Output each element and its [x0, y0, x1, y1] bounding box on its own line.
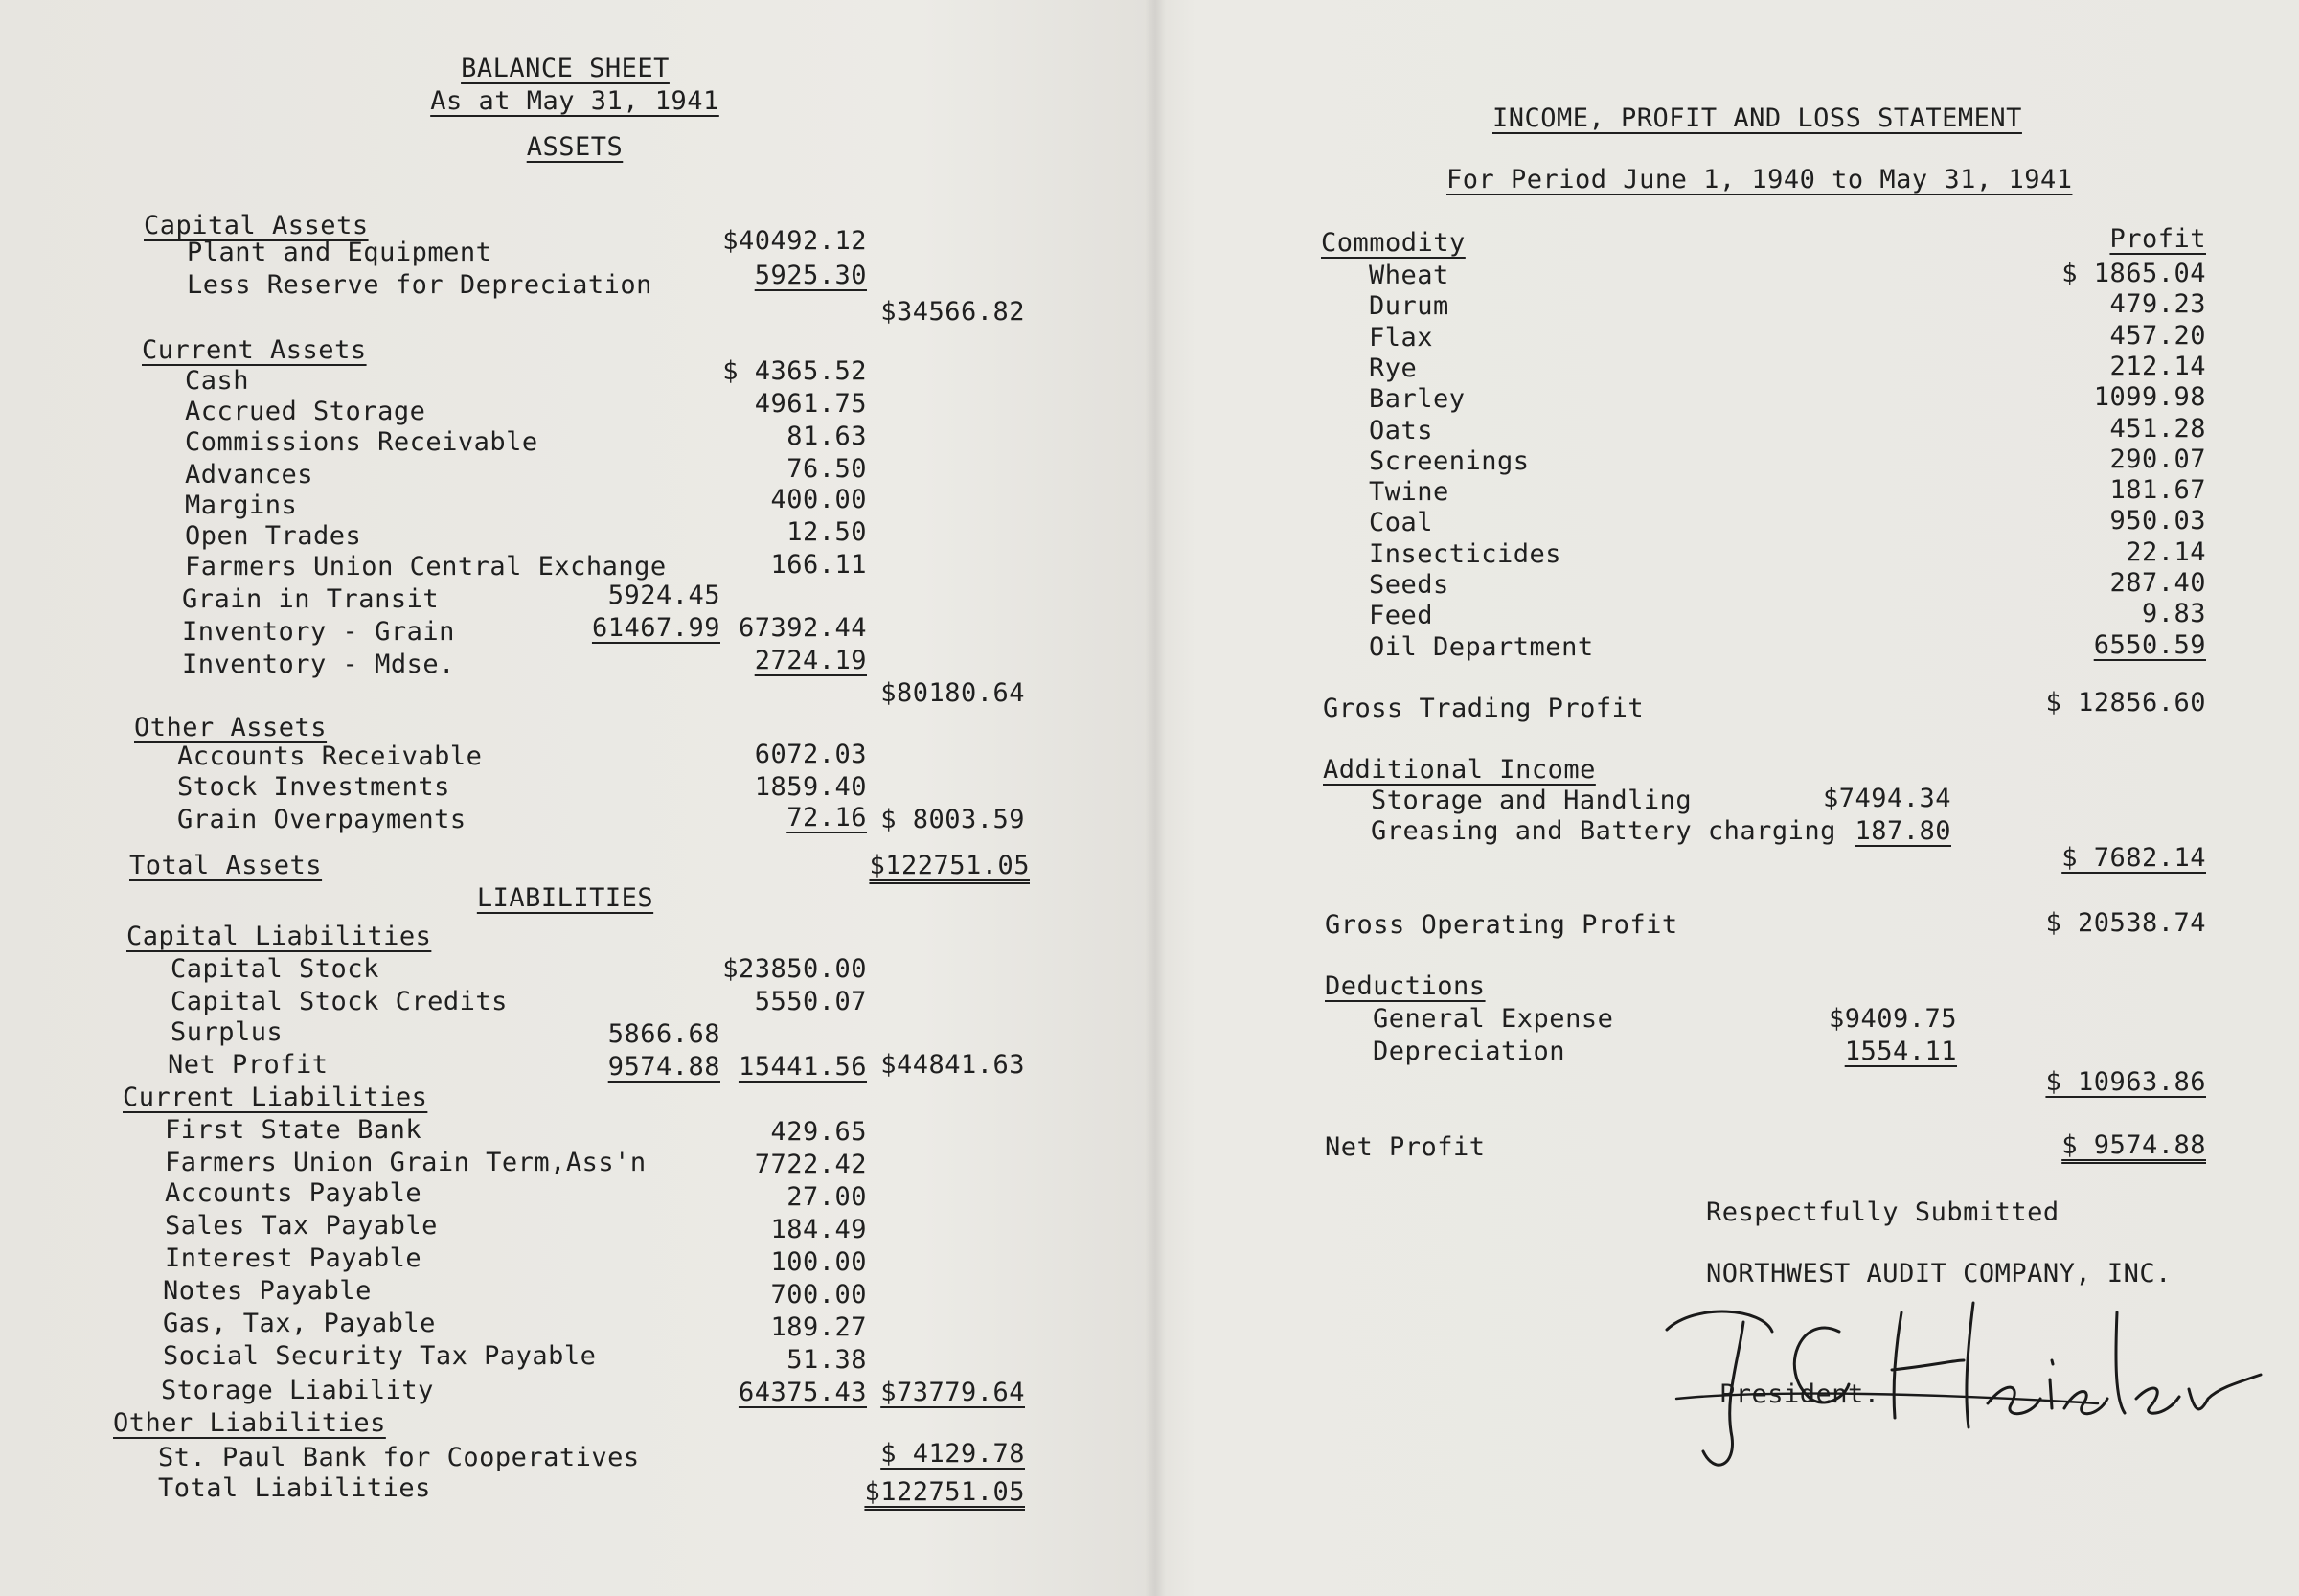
capital-liability-amount: 5550.07: [754, 987, 867, 1016]
other-asset-label: Grain Overpayments: [177, 805, 467, 834]
current-assets-heading: Current Assets: [142, 335, 367, 365]
capital-liability-label: Net Profit: [168, 1050, 329, 1080]
current-liabilities-total: $73779.64: [880, 1378, 1025, 1407]
deductions-total: $ 10963.86: [2045, 1067, 2206, 1097]
other-asset-amount: 1859.40: [754, 772, 867, 802]
other-asset-amount: 72.16: [786, 803, 867, 832]
commodity-profit: 290.07: [2109, 445, 2206, 474]
current-liability-label: Gas, Tax, Payable: [163, 1309, 436, 1338]
commodity-profit: 950.03: [2109, 506, 2206, 536]
commodity-name: Feed: [1369, 601, 1434, 630]
handwritten-signature: [1657, 1284, 2270, 1475]
current-liability-amount: 189.27: [770, 1312, 867, 1342]
total-assets-label: Total Assets: [129, 851, 323, 880]
balance-sheet-title: BALANCE SHEET: [461, 54, 670, 83]
additional-income-amount: 187.80: [1855, 816, 1951, 846]
capital-liabilities-heading: Capital Liabilities: [126, 922, 432, 951]
capital-liability-sub-amount: 5866.68: [607, 1019, 720, 1049]
page-fold: [1145, 0, 1166, 1596]
additional-income-label: Storage and Handling: [1371, 786, 1693, 815]
current-liability-amount: 7722.42: [754, 1150, 867, 1179]
audit-company-name: NORTHWEST AUDIT COMPANY, INC.: [1706, 1259, 2172, 1288]
additional-income-heading: Additional Income: [1323, 755, 1596, 785]
current-asset-amount: 4961.75: [754, 389, 867, 419]
commodity-profit: 9.83: [2141, 599, 2206, 628]
gross-operating-profit-amount: $ 20538.74: [2045, 908, 2206, 938]
other-liability-label: St. Paul Bank for Cooperatives: [158, 1443, 640, 1472]
current-liability-amount: 700.00: [770, 1280, 867, 1310]
net-profit-amount: $ 9574.88: [2061, 1130, 2206, 1160]
capital-liability-amount: 15441.56: [738, 1052, 867, 1082]
capital-liabilities-total: $44841.63: [880, 1050, 1025, 1080]
profit-column-header: Profit: [2109, 224, 2206, 254]
current-asset-amount: $ 4365.52: [722, 356, 867, 386]
current-liability-label: Sales Tax Payable: [165, 1211, 438, 1241]
commodity-name: Durum: [1369, 291, 1449, 321]
current-asset-label: Inventory - Mdse.: [182, 650, 455, 679]
current-asset-sub-amount: 5924.45: [607, 581, 720, 610]
total-assets-amount: $122751.05: [869, 851, 1030, 880]
current-liability-amount: 64375.43: [738, 1378, 867, 1407]
current-asset-label: Commissions Receivable: [185, 427, 538, 457]
other-liabilities-heading: Other Liabilities: [113, 1408, 386, 1438]
current-liability-label: Storage Liability: [161, 1376, 434, 1405]
capital-liability-amount: $23850.00: [722, 954, 867, 984]
current-asset-label: Advances: [185, 460, 314, 490]
commodity-name: Wheat: [1369, 261, 1449, 290]
commodity-name: Oil Department: [1369, 632, 1594, 662]
current-liabilities-heading: Current Liabilities: [123, 1083, 428, 1112]
capital-asset-amount: 5925.30: [754, 261, 867, 290]
current-assets-total: $80180.64: [880, 678, 1025, 708]
additional-income-amount: $7494.34: [1822, 784, 1951, 813]
current-asset-label: Inventory - Grain: [182, 617, 455, 647]
current-liability-amount: 100.00: [770, 1247, 867, 1277]
commodity-name: Oats: [1369, 416, 1434, 445]
other-assets-heading: Other Assets: [134, 713, 328, 742]
other-asset-label: Stock Investments: [177, 772, 450, 802]
commodity-profit: 1099.98: [2093, 382, 2206, 412]
current-asset-label: Margins: [185, 490, 298, 520]
commodity-profit: 6550.59: [2093, 630, 2206, 660]
balance-sheet-date: As at May 31, 1941: [430, 86, 719, 116]
current-asset-label: Grain in Transit: [182, 584, 440, 614]
other-liability-amount: $ 4129.78: [880, 1439, 1025, 1469]
commodity-name: Insecticides: [1369, 539, 1562, 569]
other-asset-label: Accounts Receivable: [177, 741, 483, 771]
assets-heading: ASSETS: [526, 132, 624, 162]
liabilities-heading: LIABILITIES: [476, 883, 654, 913]
commodity-name: Rye: [1369, 353, 1418, 383]
additional-income-total: $ 7682.14: [2061, 843, 2206, 873]
capital-asset-label: Less Reserve for Depreciation: [187, 270, 652, 300]
commodity-name: Coal: [1369, 508, 1434, 537]
capital-assets-total: $34566.82: [880, 297, 1025, 327]
commodity-profit: 212.14: [2109, 352, 2206, 381]
capital-asset-amount: $40492.12: [722, 226, 867, 256]
current-liability-amount: 27.00: [786, 1182, 867, 1212]
current-liability-label: Social Security Tax Payable: [163, 1341, 597, 1371]
current-asset-label: Cash: [185, 366, 250, 396]
signer-title: President.: [1719, 1379, 1880, 1409]
capital-assets-heading: Capital Assets: [144, 211, 369, 240]
current-asset-amount: 400.00: [770, 485, 867, 514]
additional-income-label: Greasing and Battery charging: [1371, 816, 1836, 846]
current-asset-label: Open Trades: [185, 521, 362, 551]
current-asset-amount: 166.11: [770, 550, 867, 580]
commodity-profit: 457.20: [2109, 321, 2206, 351]
commodity-profit: 181.67: [2109, 475, 2206, 505]
commodity-profit: $ 1865.04: [2061, 259, 2206, 288]
total-liabilities-label: Total Liabilities: [158, 1473, 431, 1503]
total-liabilities-amount: $122751.05: [864, 1477, 1025, 1507]
current-asset-amount: 81.63: [786, 422, 867, 451]
current-liability-amount: 429.65: [770, 1117, 867, 1147]
respectfully-submitted: Respectfully Submitted: [1706, 1197, 2060, 1227]
commodity-name: Twine: [1369, 477, 1449, 507]
current-asset-label: Farmers Union Central Exchange: [185, 552, 667, 581]
commodity-profit: 451.28: [2109, 414, 2206, 444]
commodity-name: Screenings: [1369, 446, 1530, 476]
current-liability-label: Notes Payable: [163, 1276, 372, 1306]
deduction-label: General Expense: [1373, 1004, 1614, 1034]
current-liability-label: Farmers Union Grain Term,Ass'n: [165, 1148, 647, 1177]
commodity-profit: 287.40: [2109, 568, 2206, 598]
capital-liability-label: Surplus: [171, 1017, 284, 1047]
current-asset-label: Accrued Storage: [185, 397, 426, 426]
net-profit-label: Net Profit: [1325, 1132, 1486, 1162]
commodity-profit: 479.23: [2109, 289, 2206, 319]
current-asset-sub-amount: 61467.99: [591, 613, 720, 643]
current-liability-amount: 184.49: [770, 1215, 867, 1244]
other-asset-amount: 6072.03: [754, 740, 867, 769]
income-statement-period: For Period June 1, 1940 to May 31, 1941: [1446, 165, 2073, 194]
deductions-heading: Deductions: [1325, 971, 1486, 1001]
current-liability-amount: 51.38: [786, 1345, 867, 1375]
current-liability-label: Accounts Payable: [165, 1178, 422, 1208]
current-asset-amount: 12.50: [786, 517, 867, 547]
gross-operating-profit-label: Gross Operating Profit: [1325, 910, 1678, 940]
commodity-name: Seeds: [1369, 570, 1449, 600]
current-liability-label: Interest Payable: [165, 1243, 422, 1273]
commodity-name: Barley: [1369, 384, 1466, 414]
capital-liability-sub-amount: 9574.88: [607, 1052, 720, 1082]
gross-trading-profit-label: Gross Trading Profit: [1323, 694, 1645, 723]
gross-trading-profit-amount: $ 12856.60: [2045, 688, 2206, 718]
deduction-amount: $9409.75: [1828, 1004, 1957, 1034]
capital-asset-label: Plant and Equipment: [187, 238, 492, 267]
current-asset-amount: 2724.19: [754, 646, 867, 675]
commodity-name: Flax: [1369, 323, 1434, 353]
other-assets-total: $ 8003.59: [880, 805, 1025, 834]
current-liability-label: First State Bank: [165, 1115, 422, 1145]
balance-sheet-page: [0, 0, 1145, 1596]
capital-liability-label: Capital Stock: [171, 954, 379, 984]
current-asset-amount: 76.50: [786, 454, 867, 484]
current-asset-amount: 67392.44: [738, 613, 867, 643]
capital-liability-label: Capital Stock Credits: [171, 987, 508, 1016]
commodity-column-header: Commodity: [1321, 228, 1466, 258]
deduction-amount: 1554.11: [1844, 1037, 1957, 1066]
deduction-label: Depreciation: [1373, 1037, 1566, 1066]
commodity-profit: 22.14: [2126, 537, 2206, 567]
income-statement-title: INCOME, PROFIT AND LOSS STATEMENT: [1492, 103, 2022, 133]
